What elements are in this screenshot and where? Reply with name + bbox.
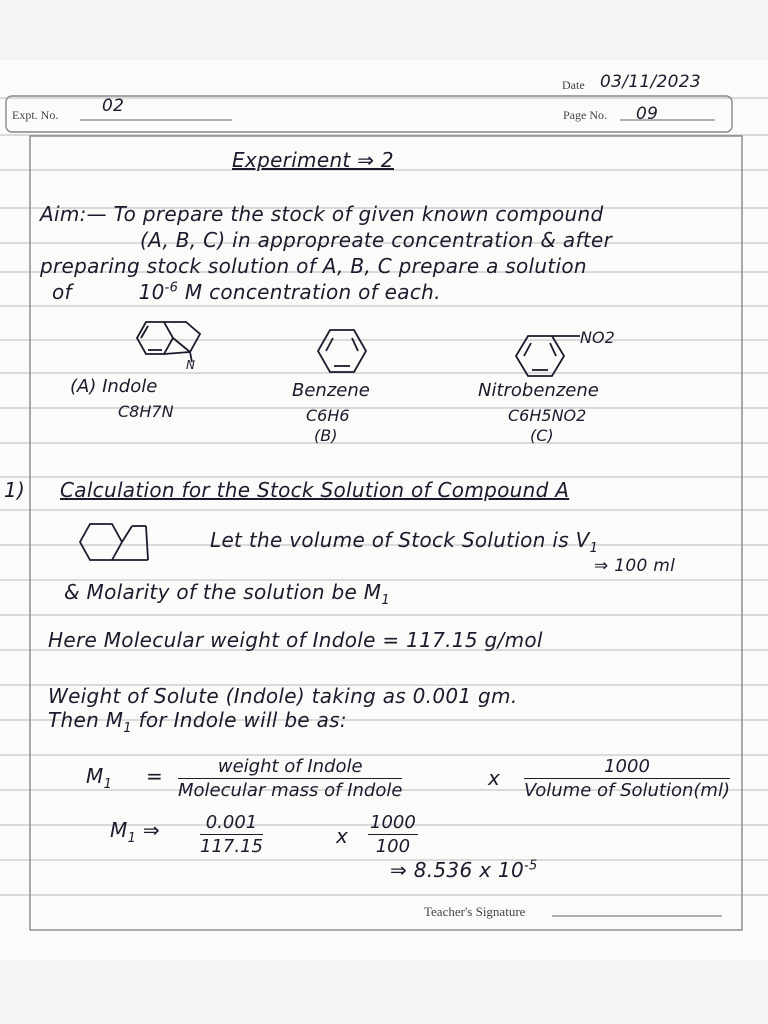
aim-concentration-rest: M concentration of each. (184, 280, 441, 304)
eq2-times: x (336, 824, 349, 848)
result-value: ⇒ 8.536 x $10^{-5}$ (390, 858, 538, 882)
eq1-lhs: $M_1$ (86, 764, 113, 792)
expt-label: Expt. No. (12, 108, 59, 122)
indole-structure-icon (126, 318, 218, 376)
molecular-weight-text: Here Molecular weight of Indole = 117.15 g/mol (48, 628, 543, 652)
eq1-fraction-1 (178, 756, 402, 801)
nitrobenzene-structure-icon (510, 326, 590, 380)
aim-line-2: (A, B, C) in appropreate concentration & after (140, 228, 613, 252)
aim-line-3: preparing stock solution of A, B, C prepare a solution (40, 254, 587, 278)
compound-c-formula: C6H5NO2 (508, 406, 587, 425)
eq1-equals: = (146, 764, 164, 788)
expt-value: 02 (102, 96, 125, 116)
eq1-den2: Volume of Solution(ml) (524, 780, 730, 801)
page-label: Page No. (563, 108, 607, 122)
compound-a-name: (A) Indole (70, 376, 158, 397)
compound-b-name: Benzene (292, 380, 370, 401)
page-title: Experiment ⇒ 2 (232, 148, 394, 172)
eq1-fraction-2 (524, 756, 730, 801)
eq2-fraction-2 (368, 812, 418, 857)
eq2-num1: 0.001 (200, 812, 263, 835)
date-value: 03/11/2023 (600, 72, 701, 92)
weight-solute-text: Weight of Solute (Indole) taking as 0.001 gm. (48, 684, 518, 708)
volume-value: ⇒ 100 ml (594, 556, 676, 576)
indole-sketch-icon (74, 520, 164, 566)
compound-c-tag: (C) (530, 426, 554, 445)
compound-a-formula: C8H7N (118, 402, 174, 421)
compound-c-name: Nitrobenzene (478, 380, 599, 401)
eq1-num2: 1000 (524, 756, 730, 779)
aim-concentration: 10 (138, 280, 165, 304)
benzene-structure-icon (312, 326, 372, 376)
eq2-fraction-1 (200, 812, 263, 857)
section-title: Calculation for the Stock Solution of Compound A (60, 478, 570, 502)
compound-b-tag: (B) (314, 426, 338, 445)
eq1-times: x (488, 766, 501, 790)
then-m1-text: Then $M_1$ for Indole will be as: (48, 708, 347, 736)
eq1-den1: Molecular mass of Indole (178, 780, 403, 801)
section-marker: 1) (4, 478, 26, 502)
let-volume-text: Let the volume of Stock Solution is $V_1$ (210, 528, 599, 556)
eq1-num1: weight of Indole (178, 756, 402, 779)
eq2-den1: 117.15 (200, 836, 263, 857)
aim-line-1: Aim:— To prepare the stock of given known compound (40, 202, 604, 226)
eq2-lhs: $M_1$ ⇒ (110, 818, 160, 846)
page-value: 09 (636, 104, 659, 124)
nitro-group-label: NO2 (580, 328, 615, 347)
molarity-text: & Molarity of the solution be $M_1$ (64, 580, 390, 608)
aim-line-4 (52, 280, 441, 304)
teacher-signature-label: Teacher's Signature (424, 904, 526, 919)
eq2-num2: 1000 (370, 812, 416, 833)
indole-n-label: N (186, 358, 195, 372)
compound-b-formula: C6H6 (306, 406, 350, 425)
aim-exponent: -6 (164, 280, 179, 296)
eq2-den2: 100 (375, 836, 411, 857)
date-label: Date (562, 78, 585, 92)
aim-of: of (52, 280, 72, 304)
